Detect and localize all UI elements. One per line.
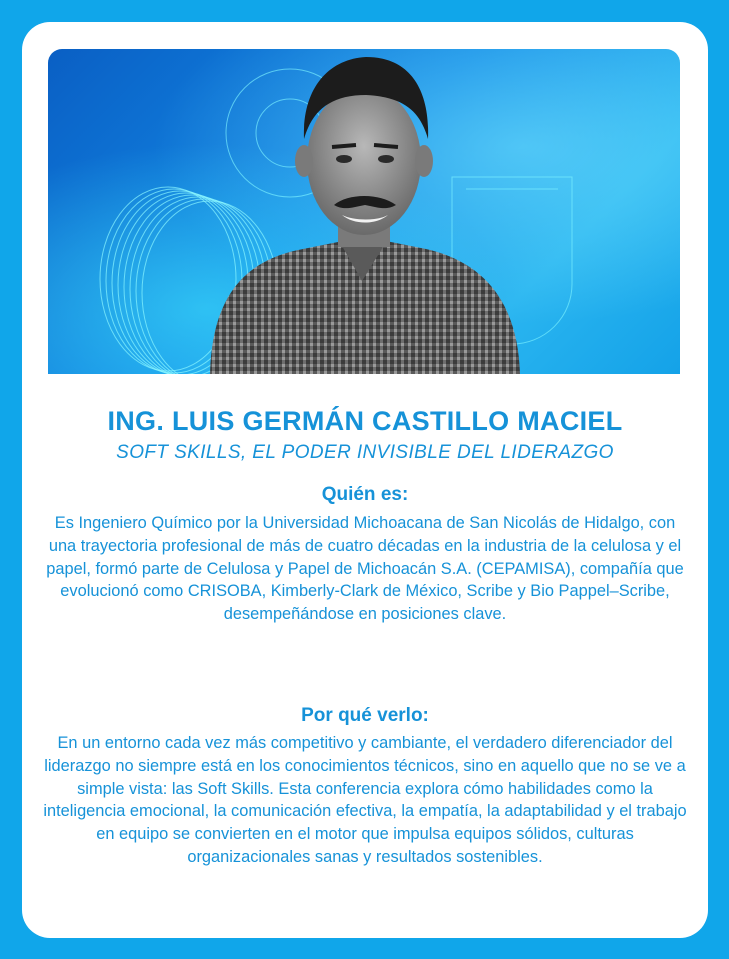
why-text: En un entorno cada vez más competitivo y cambiante, el verdadero diferenciador del liderazgo no siempre está en los conocimientos técnicos, sino en aquello que no se ve a simple vista: las Soft Skills. Esta conferencia explora cómo habilidades como la inteligencia emocional, la comunicación efectiva, la empatía, la adaptabilidad y el trabajo en equipo se convierten en el motor que impulsa equipos sólidos, culturas organizacionales sanas y resultados sostenibles.: [43, 734, 687, 866]
speaker-card: [22, 22, 708, 938]
speaker-name: ING. LUIS GERMÁN CASTILLO MACIEL: [107, 406, 623, 436]
talk-title: SOFT SKILLS, EL PODER INVISIBLE DEL LIDERAZGO: [116, 442, 614, 463]
why-heading: Por qué verlo:: [301, 705, 429, 726]
about-heading: Quién es:: [321, 484, 409, 505]
speaker-photo-banner: [48, 49, 680, 374]
speaker-portrait: [198, 49, 528, 374]
about-text: Es Ingeniero Químico por la Universidad Michoacana de San Nicolás de Hidalgo, con una trayectoria profesional de más de cuatro décadas en la industria de la celulosa y el papel, formó parte de Celulosa y Papel de Michoacán S.A. (CEPAMISA), compañía que evolucionó como CRISOBA, Kimberly-Clark de México, Scribe y Bio Pappel–Scribe, desempeñándose en posiciones clave.: [46, 514, 684, 624]
